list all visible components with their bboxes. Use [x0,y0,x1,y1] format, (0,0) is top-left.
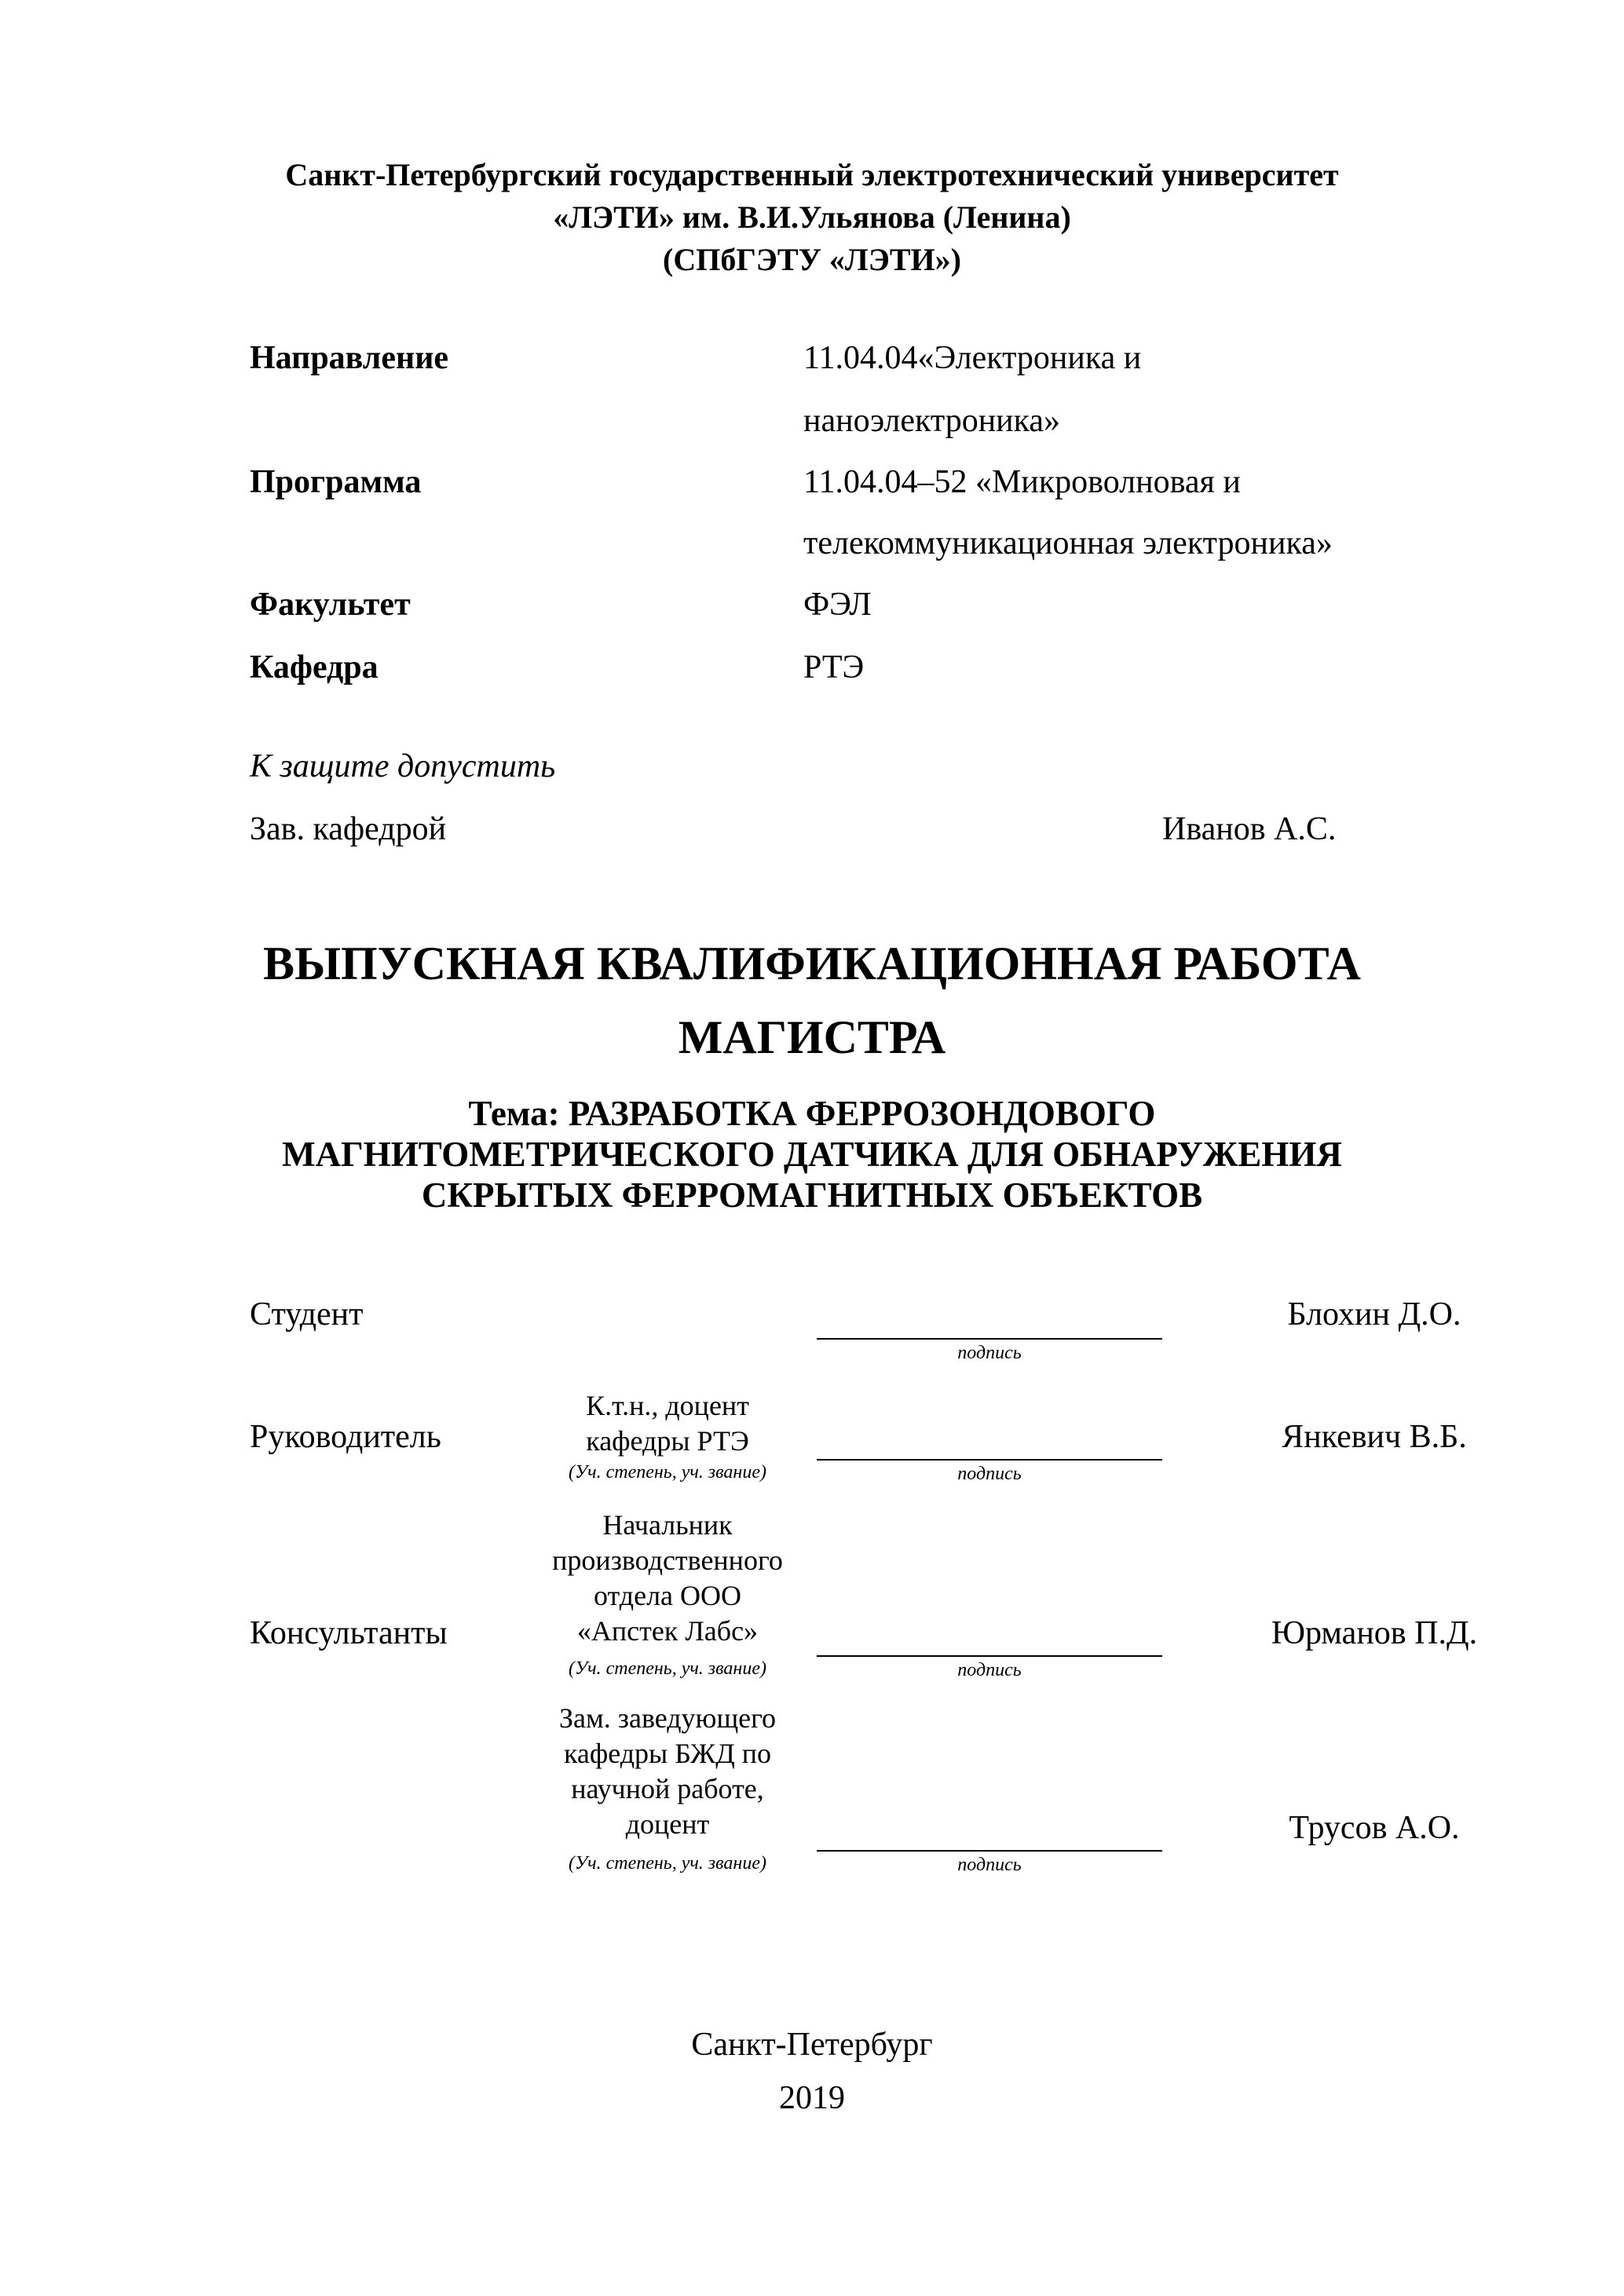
head-of-department-name: Иванов А.С. [1162,811,1337,847]
supervisor-title-line2: кафедры РТЭ [586,1425,749,1457]
student-name: Блохин Д.О. [1287,1296,1461,1333]
supervisor-title [518,1388,817,1459]
consultant1-degree-caption: (Уч. степень, уч. звание) [569,1658,766,1679]
direction-value: 11.04.04«Электроника и [803,340,1142,376]
consultant2-title [518,1701,817,1842]
faculty-value: ФЭЛ [803,587,872,623]
topic [0,1093,1624,1216]
supervisor-title-line1: К.т.н., доцент [586,1390,749,1421]
student-signature-line [817,1338,1162,1340]
admit-to-defense: К защите допустить [250,748,556,784]
consultant2-degree-caption: (Уч. степень, уч. звание) [569,1853,766,1874]
consultant1-title-line2: производственного [552,1545,783,1576]
student-role: Студент [250,1296,364,1333]
consultants-role: Консультанты [250,1615,448,1651]
consultant2-name: Трусов А.О. [1289,1810,1460,1846]
consultant2-signature-line [817,1850,1162,1852]
program-label: Программа [250,464,422,500]
topic-line1: Тема: РАЗРАБОТКА ФЕРРОЗОНДОВОГО [468,1094,1156,1133]
university-abbreviation: (СПбГЭТУ «ЛЭТИ») [663,242,961,277]
supervisor-role: Руководитель [250,1419,441,1455]
work-title-line2: МАГИСТРА [678,1011,946,1063]
consultant1-signature-caption: подпись [957,1660,1022,1680]
student-signature-caption: подпись [957,1343,1022,1363]
direction-label: Направление [250,340,449,376]
consultant2-title-line1: Зам. заведующего [558,1702,777,1734]
university-name: Санкт-Петербургский государственный электротехнический университет [285,157,1339,192]
supervisor-name: Янкевич В.Б. [1282,1419,1467,1455]
consultant1-title-line3: отдела ООО [593,1580,741,1611]
topic-line2: МАГНИТОМЕТРИЧЕСКОГО ДАТЧИКА ДЛЯ ОБНАРУЖЕНИЯ [282,1135,1342,1174]
consultant2-title-line4: доцент [625,1808,710,1840]
consultant1-title-line4: «Апстек Лабс» [576,1615,759,1647]
consultant1-name: Юрманов П.Д. [1271,1615,1478,1651]
year: 2019 [779,2080,845,2116]
supervisor-signature-caption: подпись [957,1464,1022,1484]
consultant1-title [518,1508,817,1649]
faculty-label: Факультет [250,587,411,623]
program-value: 11.04.04–52 «Микроволновая и [803,464,1241,500]
topic-line3: СКРЫТЫХ ФЕРРОМАГНИТНЫХ ОБЪЕКТОВ [421,1175,1203,1215]
department-label: Кафедра [250,649,379,686]
head-of-department-label: Зав. кафедрой [250,811,447,847]
department-value: РТЭ [803,649,865,686]
supervisor-signature-line [817,1459,1162,1461]
consultant2-title-line3: научной работе, [571,1773,764,1804]
supervisor-degree-caption: (Уч. степень, уч. звание) [569,1462,766,1483]
university-header [0,154,1624,281]
consultant2-title-line2: кафедры БЖД по [563,1738,772,1769]
work-title [0,927,1624,1074]
consultant1-title-line1: Начальник [602,1509,733,1541]
city: Санкт-Петербург [691,2027,933,2063]
university-name-line2: «ЛЭТИ» им. В.И.Ульянова (Ленина) [553,199,1071,235]
consultant2-signature-caption: подпись [957,1855,1022,1875]
consultant1-signature-line [817,1655,1162,1657]
program-value-line2: телекоммуникационная электроника» [803,525,1333,561]
work-title-line1: ВЫПУСКНАЯ КВАЛИФИКАЦИОННАЯ РАБОТА [263,938,1361,989]
direction-value-line2: наноэлектроника» [803,403,1061,439]
